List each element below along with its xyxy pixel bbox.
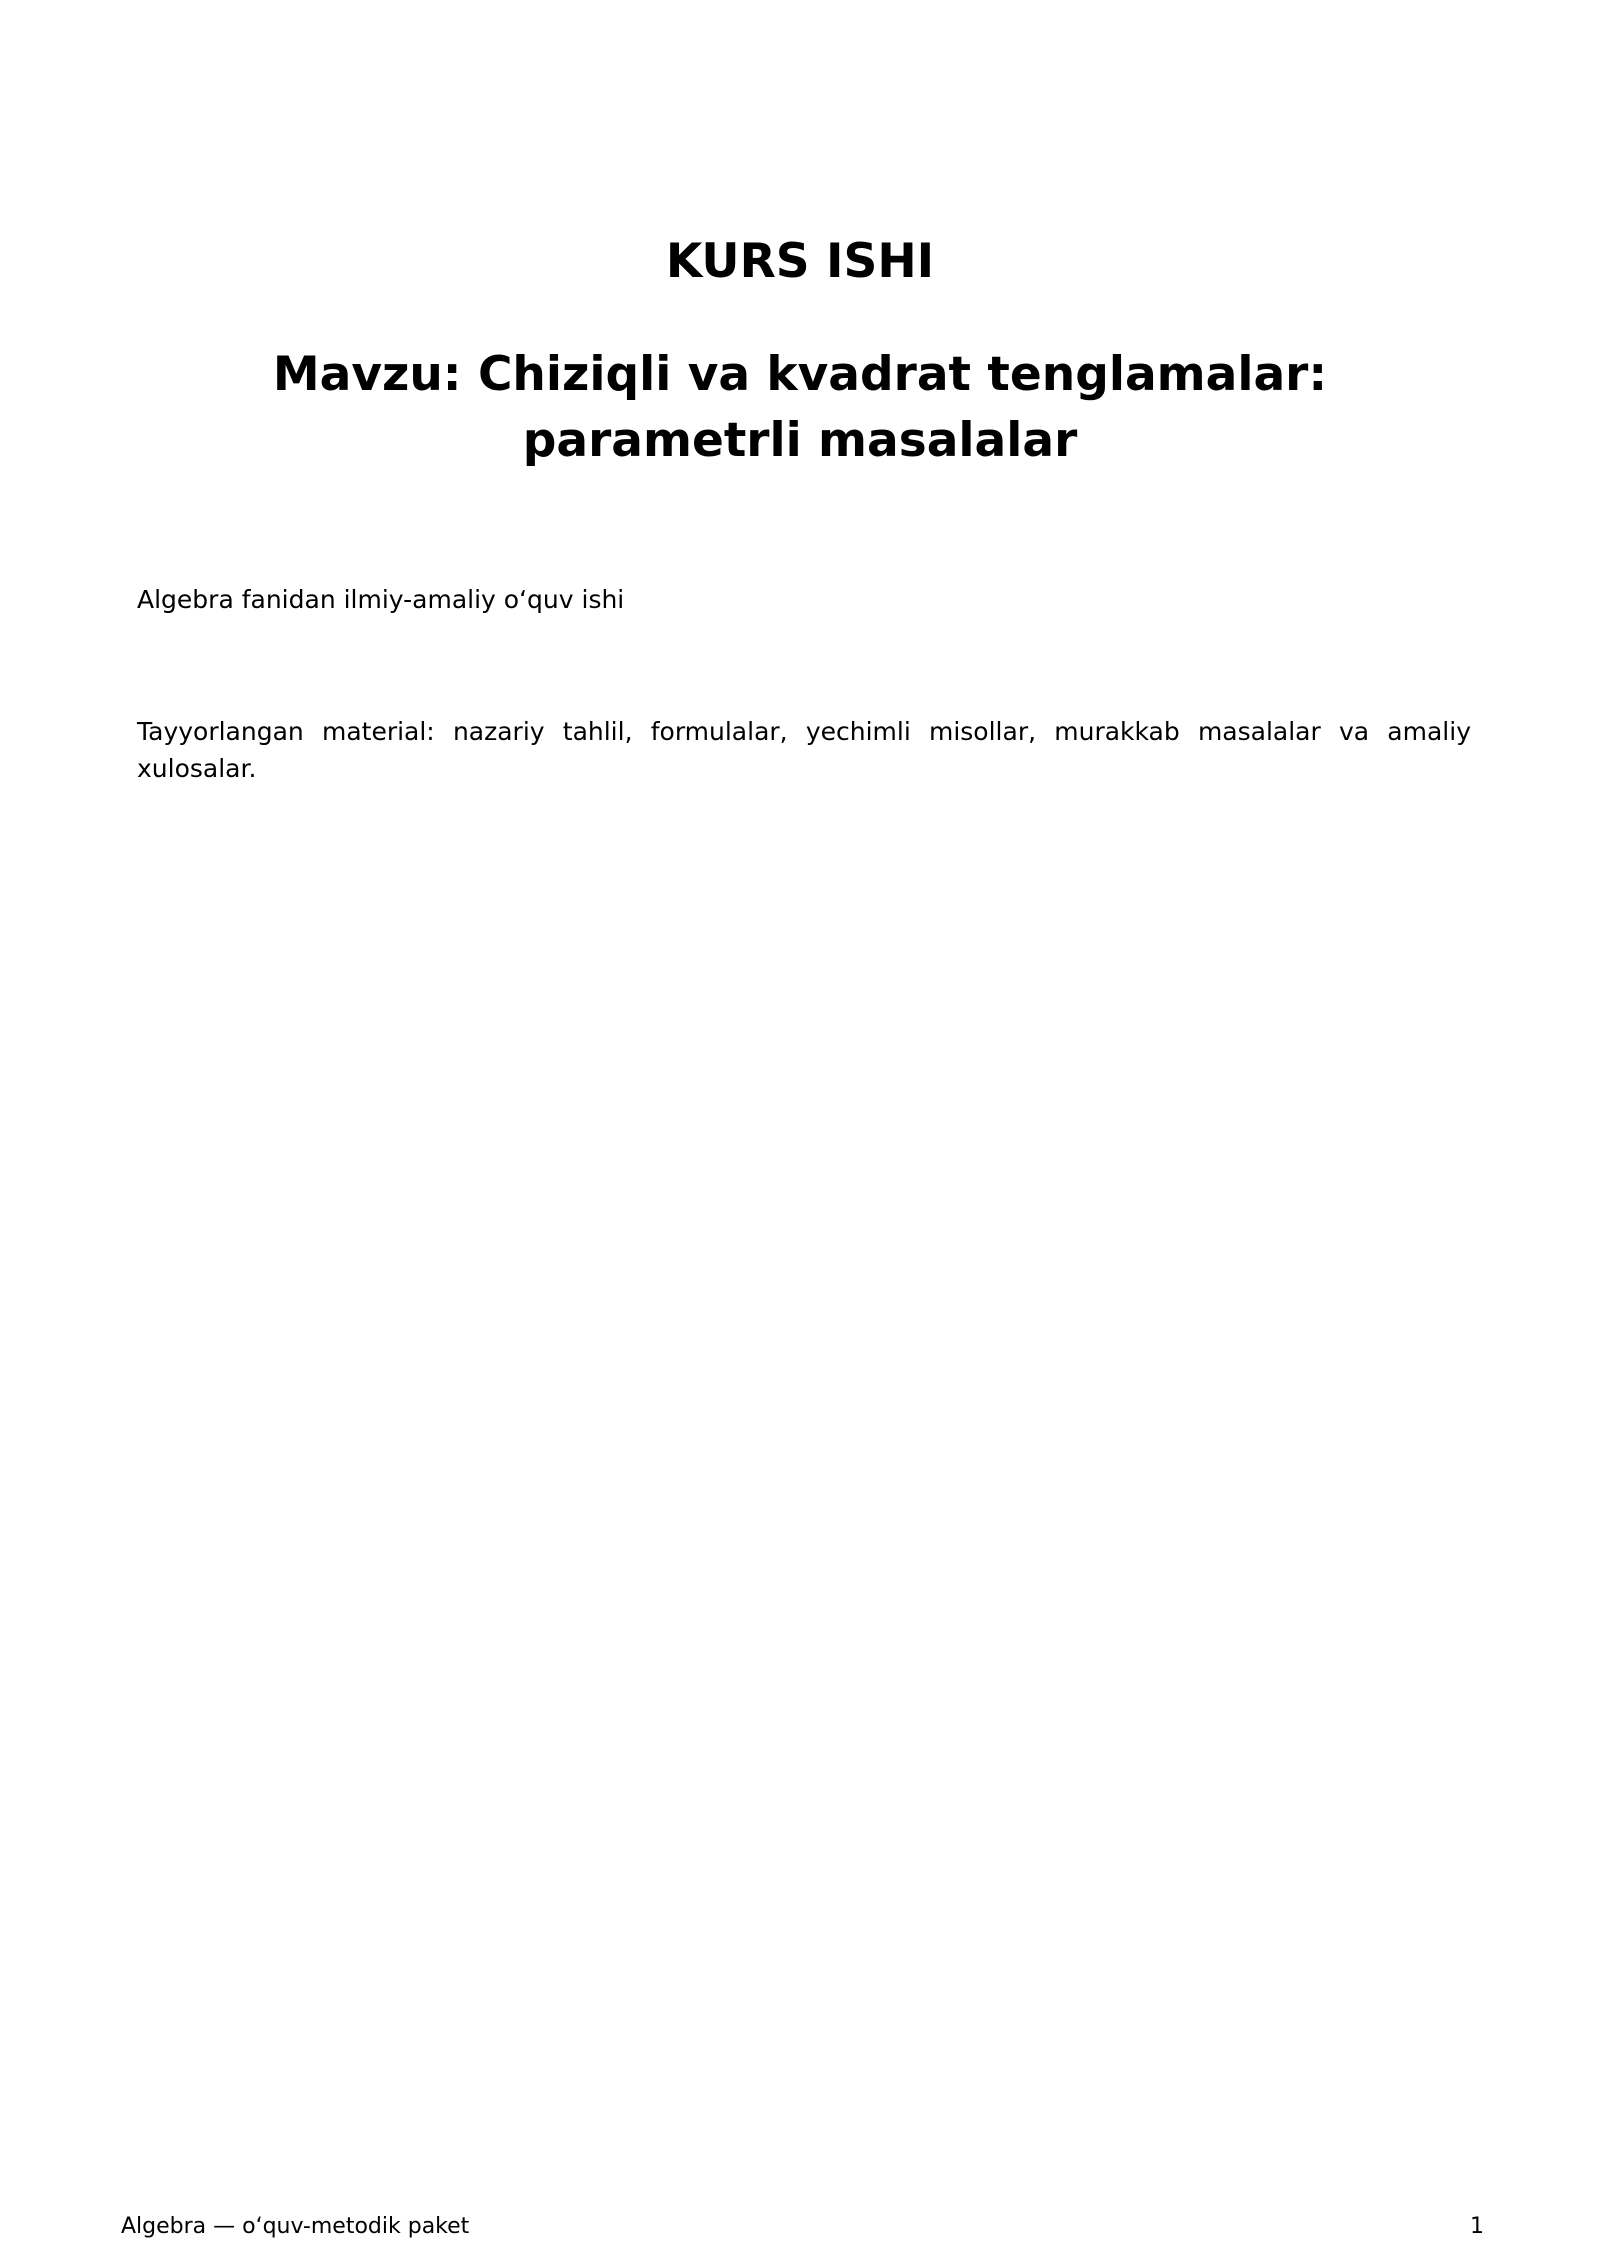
document-title: KURS ISHI [665, 234, 935, 289]
page-number: 1 [1470, 2214, 1484, 2239]
footer-title: Algebra — o‘quv-metodik paket [121, 2214, 470, 2239]
document-subtitle: Mavzu: Chiziqli va kvadrat tenglamalar: parametrli masalalar [272, 347, 1328, 468]
document-material: Tayyorlangan material: nazariy tahlil, formulalar, yechimli misollar, murakkab masalalar va amaliy xulosalar. [137, 717, 1471, 783]
document-intro: Algebra fanidan ilmiy-amaliy o‘quv ishi [137, 585, 625, 614]
